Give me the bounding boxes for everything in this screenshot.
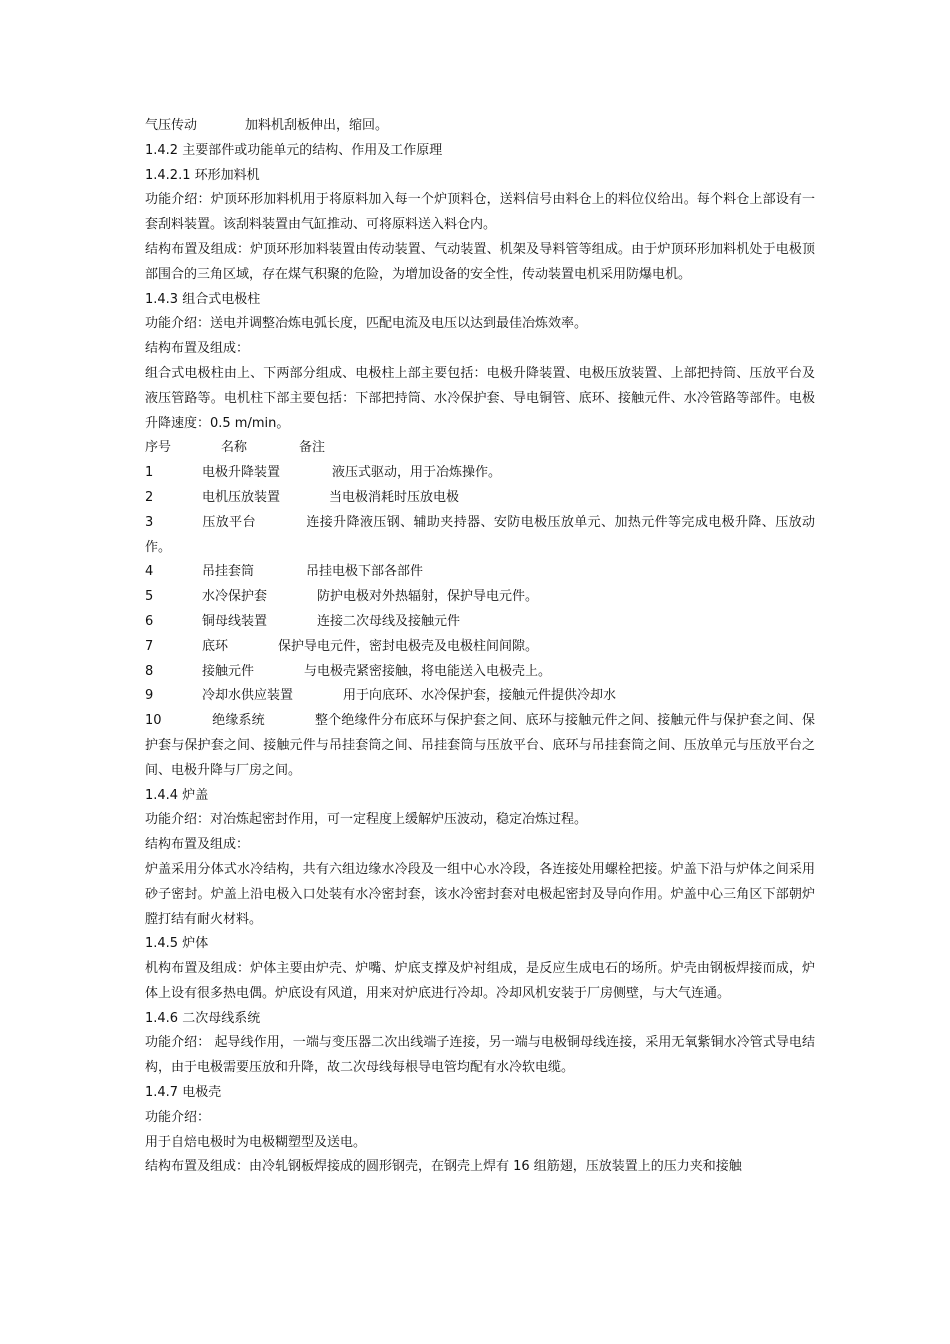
table-header: [145, 436, 815, 461]
row-no: 2: [145, 489, 154, 505]
row-note: 当电极消耗时压放电极: [329, 489, 460, 505]
furnace-cover-function: 功能介绍：对冶炼起密封作用，可一定程度上缓解炉压波动，稳定冶炼过程。: [145, 812, 588, 828]
row-name: 接触元件: [202, 663, 255, 679]
electrode-shell-function-label: 功能介绍：: [145, 1109, 211, 1125]
section-1-4-3-title: 1.4.3 组合式电极柱: [145, 291, 261, 307]
table-row: [145, 684, 815, 709]
table-row: [145, 635, 815, 660]
row-note: 保护导电元件，密封电极壳及电极柱间间隙。: [278, 638, 539, 654]
row-name: 底环: [202, 638, 229, 654]
row-name: 电机压放装置: [202, 489, 281, 505]
document-page: [145, 114, 815, 1180]
section-1-4-2-title: 1.4.2 主要部件或功能单元的结构、作用及工作原理: [145, 142, 443, 158]
table-row: [145, 511, 815, 561]
table-row: [145, 660, 815, 685]
header-name: 名称: [221, 440, 248, 456]
row-no: 1: [145, 465, 154, 481]
table-row: [145, 461, 815, 486]
furnace-cover-structure: 炉盖采用分体式水冷结构，共有六组边缘水冷段及一组中心水冷段，各连接处用螺栓把接。炉盖下沿与炉体之间采用砂子密封。炉盖上沿电极入口处装有水冷密封套，该水冷密封套对电极起密封及导向作用。炉盖中心三角区下部朝炉膛打结有耐火材料。: [145, 861, 815, 927]
table-row: [145, 610, 815, 635]
furnace-body-structure: 机构布置及组成：炉体主要由炉壳、炉嘴、炉底支撑及炉衬组成，是反应生成电石的场所。炉壳由钢板焊接而成，炉体上设有很多热电偶。炉底设有风道，用来对炉底进行冷却。冷却风机安装于厂房侧壁，与大气连通。: [145, 961, 815, 1001]
row-note: 连接二次母线及接触元件: [317, 613, 461, 629]
row-name: 水冷保护套: [202, 589, 268, 605]
row-name: 铜母线装置: [202, 613, 268, 629]
row-note: 与电极壳紧密接触，将电能送入电极壳上。: [304, 663, 552, 679]
row-name: 电极升降装置: [202, 465, 281, 481]
row-no: 10: [145, 713, 162, 729]
row-note: 整个绝缘件分布底环与保护套之间、底环与接触元件之间、接触元件与保护套之间、保护套与保护套之间、接触元件与吊挂套筒之间、吊挂套筒与压放平台、底环与吊挂套筒之间、压放单元与压放平台之间、电极升降与厂房之间。: [145, 713, 815, 778]
row-no: 8: [145, 663, 154, 679]
table-row: [145, 585, 815, 610]
top-line: [145, 114, 815, 139]
table-row: [145, 709, 815, 783]
header-note: 备注: [299, 440, 326, 456]
row-note: 防护电极对外热辐射，保护导电元件。: [317, 589, 539, 605]
table-row: [145, 486, 815, 511]
section-1-4-5-title: 1.4.5 炉体: [145, 936, 209, 952]
row-no: 5: [145, 589, 154, 605]
row-name: 绝缘系统: [212, 713, 265, 729]
top-line-left: 气压传动: [145, 118, 198, 133]
row-name: 吊挂套筒: [202, 564, 255, 580]
row-no: 9: [145, 688, 154, 704]
electrode-column-structure-label: 结构布置及组成：: [145, 341, 250, 357]
row-no: 3: [145, 514, 154, 530]
row-no: 4: [145, 564, 154, 580]
header-no: 序号: [145, 440, 172, 456]
electrode-shell-function: 用于自焙电极时为电极糊塑型及送电。: [145, 1134, 367, 1150]
ring-feeder-function: 功能介绍：炉顶环形加料机用于将原料加入每一个炉顶料仓，送料信号由料仓上的料位仪给出。每个料仓上部设有一套刮料装置。该刮料装置由气缸推动、可将原料送入料仓内。: [145, 192, 815, 233]
row-name: 压放平台: [202, 514, 256, 530]
section-1-4-4-title: 1.4.4 炉盖: [145, 787, 209, 803]
row-note: 液压式驱动，用于冶炼操作。: [332, 465, 502, 481]
furnace-cover-structure-label: 结构布置及组成：: [145, 837, 250, 853]
row-note: 用于向底环、水冷保护套，接触元件提供冷却水: [343, 688, 617, 704]
row-no: 6: [145, 613, 154, 629]
electrode-shell-structure: 结构布置及组成：由冷轧钢板焊接成的圆形钢壳，在钢壳上焊有 16 组筋翅，压放装置上的压力夹和接触: [145, 1159, 742, 1175]
electrode-column-function: 功能介绍：送电并调整冶炼电弧长度，匹配电流及电压以达到最佳冶炼效率。: [145, 316, 588, 332]
secondary-busbar-function: 功能介绍： 起导线作用，一端与变压器二次出线端子连接，另一端与电极铜母线连接，采用无氧紫铜水冷管式导电结构，由于电极需要压放和升降，故二次母线每根导电管均配有水冷软电缆。: [145, 1035, 815, 1076]
table-row: [145, 560, 815, 585]
row-name: 冷却水供应装置: [202, 688, 294, 704]
row-no: 7: [145, 638, 154, 654]
section-1-4-6-title: 1.4.6 二次母线系统: [145, 1010, 261, 1026]
row-note: 连接升降液压钢、辅助夹持器、安防电极压放单元、加热元件等完成电极升降、压放动作。: [145, 514, 815, 555]
section-1-4-2-1-title: 1.4.2.1 环形加料机: [145, 167, 260, 183]
ring-feeder-structure: 结构布置及组成：炉顶环形加料装置由传动装置、气动装置、机架及导料管等组成。由于炉顶环形加料机处于电极顶部围合的三角区域，存在煤气积聚的危险，为增加设备的安全性，传动装置电机采用防爆电机。: [145, 241, 815, 282]
section-1-4-7-title: 1.4.7 电极壳: [145, 1085, 222, 1101]
top-line-right: 加料机刮板伸出，缩回。: [245, 118, 389, 133]
electrode-column-structure: 组合式电极柱由上、下两部分组成、电极柱上部主要包括：电极升降装置、电极压放装置、上部把持筒、压放平台及液压管路等。电机柱下部主要包括：下部把持筒、水冷保护套、导电铜管、底环、接触元件、水冷管路等部件。电极升降速度：0.5 m/min。: [145, 365, 815, 431]
row-note: 吊挂电极下部各部件: [306, 564, 424, 580]
